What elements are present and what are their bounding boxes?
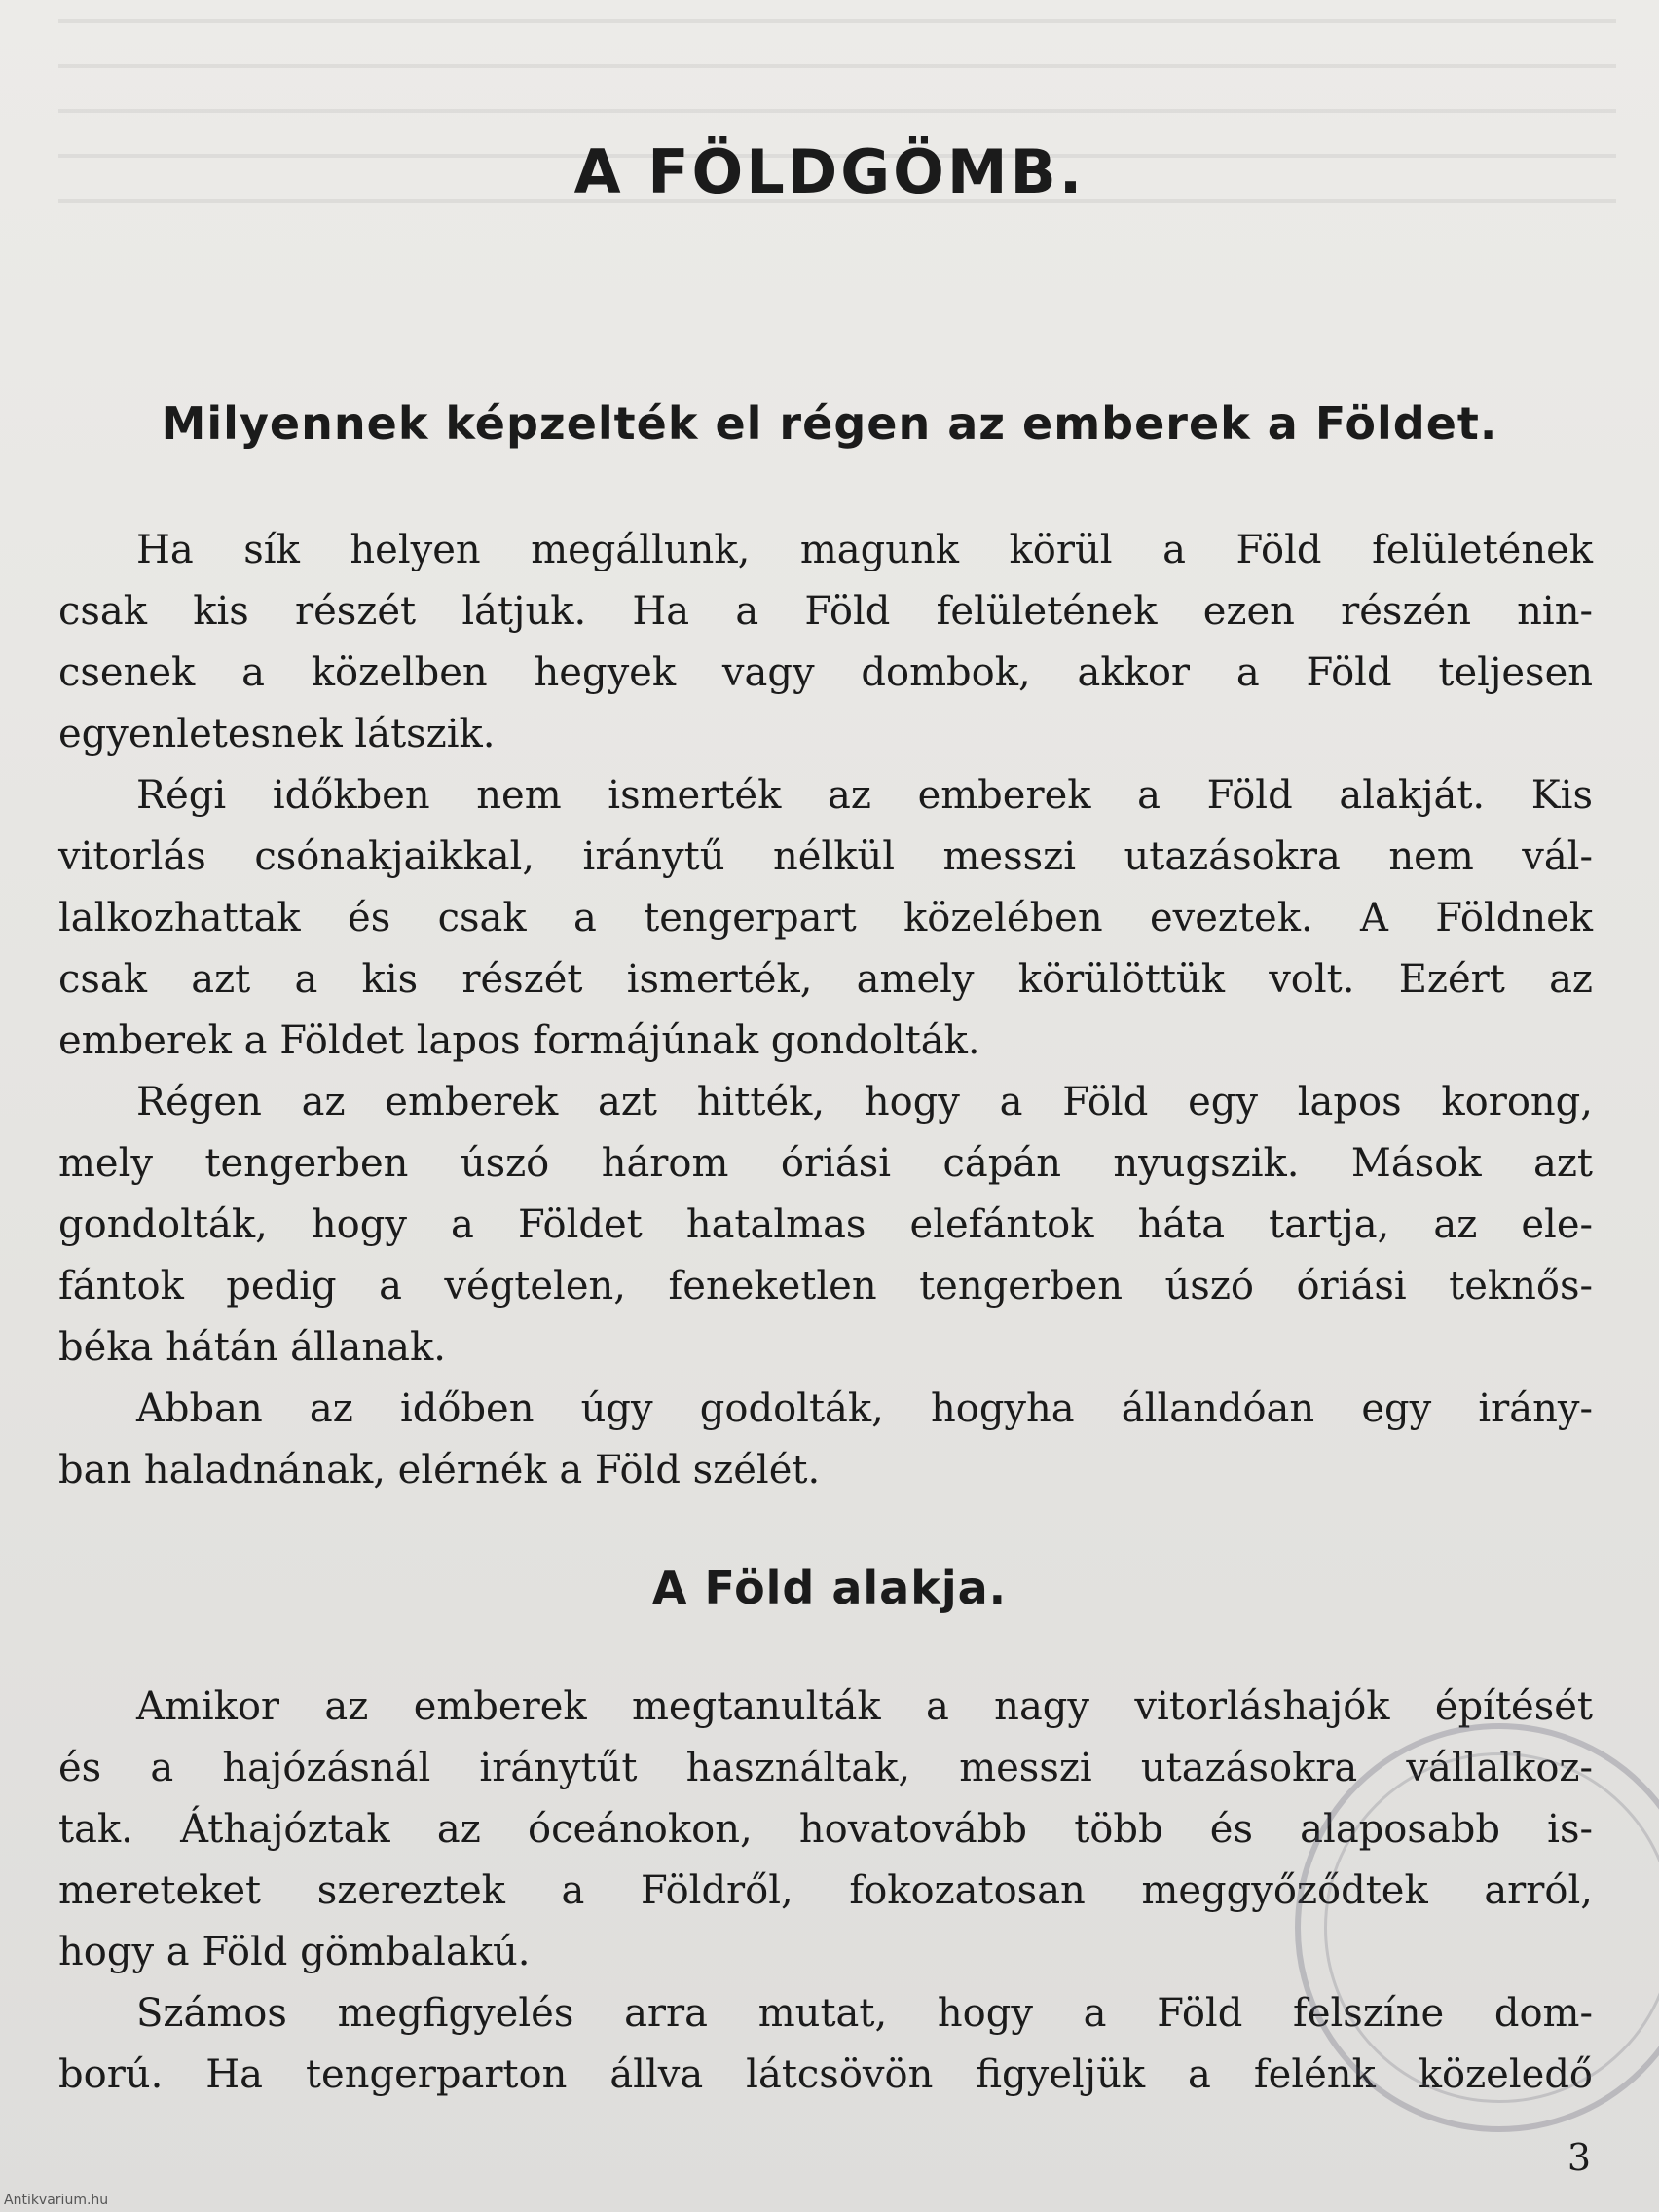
page-title: A FÖLDGÖMB. <box>573 136 1086 207</box>
text-line: és a hajózásnál iránytűt használtak, messzi utazásokra vállalkoz- <box>58 1746 1593 1790</box>
text-line: csenek a közelben hegyek vagy dombok, akkor a Föld teljesen <box>58 650 1593 695</box>
text-line: fántok pedig a végtelen, feneketlen tengerben úszó óriási teknős- <box>58 1264 1593 1309</box>
section-heading-1: Milyennek képzelték el régen az emberek a Földet. <box>161 397 1498 450</box>
paragraph <box>58 765 1593 1072</box>
text-line: Abban az időben úgy godolták, hogyha állandóan egy irány- <box>136 1386 1593 1431</box>
text-line: mely tengerben úszó három óriási cápán nyugszik. Mások azt <box>58 1141 1593 1186</box>
text-line: Számos megfigyelés arra mutat, hogy a Föld felszíne dom- <box>136 1991 1593 2036</box>
text-line: egyenletesnek látszik. <box>58 712 496 756</box>
text-line: lalkozhattak és csak a tengerpart közelében eveztek. A Földnek <box>58 896 1593 940</box>
watermark: Antikvarium.hu <box>4 2193 109 2208</box>
page-number: 3 <box>1567 2136 1591 2179</box>
text-line: ború. Ha tengerparton állva látcsövön figyeljük a felénk közeledő <box>58 2052 1593 2097</box>
text-line: csak azt a kis részét ismerték, amely körülöttük volt. Ezért az <box>58 957 1593 1002</box>
text-line: ban haladnának, elérnék a Föld szélét. <box>58 1448 821 1493</box>
text-line: hogy a Föld gömbalakú. <box>58 1930 531 1974</box>
section-heading-2: A Föld alakja. <box>651 1562 1008 1614</box>
section-1-body <box>58 520 1593 1501</box>
bleed-through-text <box>58 19 1616 243</box>
text-line: vitorlás csónakjaikkal, iránytű nélkül messzi utazásokra nem vál- <box>58 834 1593 879</box>
text-line: csak kis részét látjuk. Ha a Föld felületének ezen részén nin- <box>58 589 1593 634</box>
paragraph <box>58 1072 1593 1379</box>
text-line: Régen az emberek azt hitték, hogy a Föld egy lapos korong, <box>136 1080 1593 1124</box>
text-line: béka hátán állanak. <box>58 1325 446 1370</box>
text-line: emberek a Földet lapos formájúnak gondolták. <box>58 1018 980 1063</box>
text-line: mereteket szereztek a Földről, fokozatosan meggyőződtek arról, <box>58 1868 1593 1913</box>
paragraph <box>58 1379 1593 1501</box>
text-line: Ha sík helyen megállunk, magunk körül a Föld felületének <box>136 528 1593 572</box>
paragraph <box>58 520 1593 765</box>
text-line: gondolták, hogy a Földet hatalmas elefántok háta tartja, az ele- <box>58 1202 1593 1247</box>
text-line: tak. Áthajóztak az óceánokon, hovatovább több és alaposabb is- <box>58 1807 1593 1852</box>
text-line: Amikor az emberek megtanulták a nagy vitorláshajók építését <box>136 1684 1593 1729</box>
text-line: Régi időkben nem ismerték az emberek a Föld alakját. Kis <box>136 773 1593 818</box>
